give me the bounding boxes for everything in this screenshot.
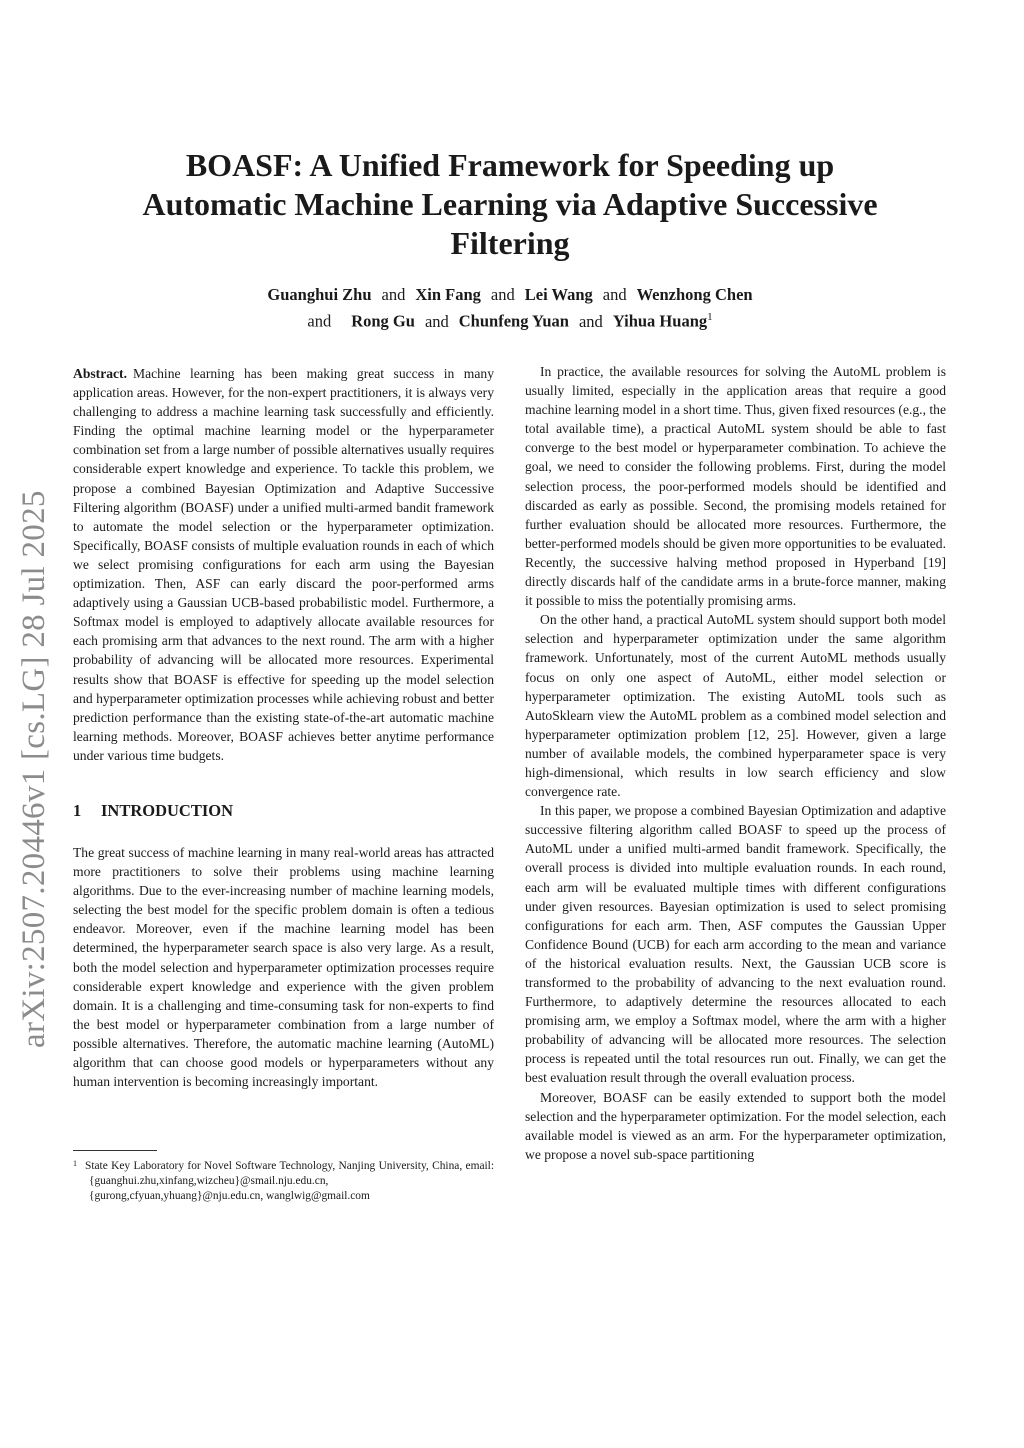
intro-paragraph: The great success of machine learning in many real-world areas has attracted more practitioners to solve their problems using machine learning algorithms. Due to the ever-increasing number of machine learning models, selecting the best model for the specific problem domain is often a tedious endeavor. Moreover, even if the machine learning model has been determined, the hyperparameter search space is also very large. As a result, both the model selection and hyperparameter optimization processes require considerable expert knowledge and experience with the given problem domain. It is a challenging and time-consuming task for non-experts to find the best model or hyperparameter combination from a large number of possible alternatives. Therefore, the automatic machine learning (AutoML) algorithm that can choose good models or hyperparameters without any human intervention is becoming increasingly important. (73, 844, 494, 1090)
author-name: Wenzhong Chen (636, 285, 753, 304)
paper-title (90, 146, 930, 263)
section-number: 1 (73, 800, 82, 820)
affiliation-footnote-mark[interactable]: 1 (707, 311, 713, 323)
abstract (73, 364, 494, 765)
author-conjunction: and (490, 285, 515, 304)
footnote-divider (73, 1150, 157, 1151)
author-name: Chunfeng Yuan (458, 311, 569, 331)
author-name: Guanghui Zhu (267, 285, 372, 304)
author-list (90, 283, 930, 333)
title-line-2: Automatic Machine Learning via Adaptive Successive (142, 186, 878, 222)
author-name: Rong Gu (351, 311, 415, 331)
author-name: Yihua Huang (612, 311, 708, 331)
body-paragraph: In practice, the available resources for solving the AutoML problem is usually limited, especially in the application areas that require a good machine learning model in a short time. Thus, given fixed resources (e.g., the total available time), a practical AutoML system should be able to fast converge to the best model or hyperparameter combination. To achieve the goal, we need to consider the following problems. First, during the model selection process, the poor-performed models should be identified and discarded as early as possible. Second, the promising models retained for further evaluation should be allocated more resources. Furthermore, the better-performed models should be given more opportunities to be evaluated. Recently, the successive halving method proposed in Hyperband [19] directly discards half of the candidate arms in a brute-force manner, making it possible to miss the potentially promising arms. (525, 364, 946, 609)
body-paragraph: On the other hand, a practical AutoML system should support both model selection and hyperparameter optimization under the same algorithm framework. Unfortunately, most of the current AutoML methods usually focus on only one aspect of AutoML, either model selection or hyperparameter optimization. The existing AutoML tools such as AutoSklearn view the AutoML problem as a combined model selection and hyperparameter optimization problem [12, 25]. However, given a large number of available models, the combined hyperparameter space is very high-dimensional, which results in low search efficiency and slow convergence rate. (525, 612, 946, 800)
author-conjunction: and (602, 285, 627, 304)
author-conjunction: and (578, 311, 603, 331)
arxiv-identifier-stamp[interactable]: arXiv:2507.20446v1 [cs.LG] 28 Jul 2025 (16, 490, 52, 1048)
body-paragraph: In this paper, we propose a combined Bayesian Optimization and adaptive successive filtering algorithm called BOASF to speed up the process of AutoML under a unified multi-armed bandit framework. Specifically, the overall process is divided into multiple evaluation rounds. In each round, each arm will be evaluated multiple times with different configurations under given resources. Bayesian optimization is used to select promising configurations for each arm. Then, ASF computes the Gaussian Upper Confidence Bound (UCB) for each arm according to the mean and variance of the historical evaluation results. Next, the Gaussian UCB score is transformed to the probability of advancing to the next evaluation round. Furthermore, to adaptively determine the resources allocated to each promising arm, we employ a Softmax model, where the arm with a higher probability of advancing will be allocated more resources. The selection process is repeated until the total resources run out. Finally, we can get the best evaluation result through the overall evaluation process. (525, 803, 946, 1086)
title-line-1: BOASF: A Unified Framework for Speeding up (185, 147, 835, 183)
abstract-text: Machine learning has been making great success in many application areas. However, for the non-expert practitioners, it is always very challenging to address a machine learning task successfully and efficiently. Finding the optimal machine learning model or the hyperparameter combination set from a large number of possible alternatives usually requires considerable expert knowledge and experience. To tackle this problem, we propose a combined Bayesian Optimization and Adaptive Successive Filtering algorithm (BOASF) under a unified multi-armed bandit framework to automate the model selection or the hyperparameter optimization. Specifically, BOASF consists of multiple evaluation rounds in each of which we select promising configurations for each arm using the Bayesian optimization. Then, ASF can early discard the poor-performed arms adaptively using a Gaussian UCB-based probabilistic model. Furthermore, a Softmax model is employed to adaptively allocate available resources for each promising arm that advances to the next round. The arm with a higher probability of advancing will be allocated more resources. Experimental results show that BOASF is effective for speeding up the model selection and hyperparameter optimization processes while achieving robust and better prediction performance than the existing state-of-the-art automatic machine learning methods. Moreover, BOASF achieves better anytime performance under various time budgets. (73, 366, 494, 763)
author-line-1 (90, 283, 930, 306)
section-heading-introduction (73, 801, 494, 821)
author-line-2 (90, 306, 930, 333)
author-name: Xin Fang (415, 285, 481, 304)
affiliation-footnote (73, 1150, 494, 1204)
footnote-body (73, 1156, 494, 1204)
footnote-mark: 1 (73, 1159, 77, 1168)
author-name: Lei Wang (524, 285, 593, 304)
abstract-label: Abstract. (73, 366, 127, 381)
author-conjunction: and (381, 285, 406, 304)
right-column (525, 362, 946, 1164)
footnote-text: State Key Laboratory for Novel Software Technology, Nanjing University, China, email:{guanghui.zhu,xinfang,wizcheu}@smail.nju.edu.cn, {gurong,cfyuan,yhuang}@nju.edu.cn, wanglwig@gmail.com (85, 1160, 494, 1202)
author-conjunction: and (307, 311, 332, 331)
title-line-3: Filtering (450, 225, 570, 261)
author-conjunction: and (424, 311, 449, 331)
left-column (73, 364, 494, 1091)
body-paragraph: Moreover, BOASF can be easily extended to support both the model selection and the hyperparameter optimization. For the model selection, each available model is viewed as an arm. For the hyperparameter optimization, we propose a novel sub-space partitioning (525, 1089, 946, 1162)
section-title: INTRODUCTION (101, 800, 234, 820)
